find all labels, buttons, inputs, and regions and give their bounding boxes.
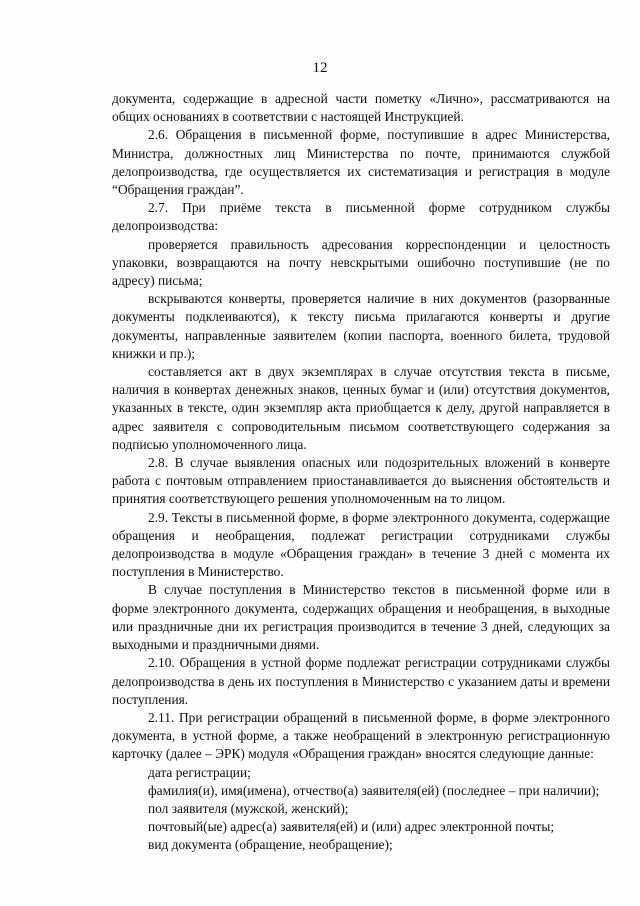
paragraph-continuation: документа, содержащие в адресной части пометку «Лично», рассматриваются на общих основаниях в соответствии с настоящей Инструкцией.: [112, 91, 610, 125]
list-item-draw-act: составляется акт в двух экземплярах в случае отсутствия текста в письме, наличия в конвертах денежных знаков, ценных бумаг и (или) отсутствия документов, указанных в тексте, один экземпляр акта приобщается к делу, другой направляется в адрес заявителя с сопроводительным письмом соответствующего содержания за подписью уполномоченного лица.: [112, 364, 610, 452]
paragraph-2-8: 2.8. В случае выявления опасных или подозрительных вложений в конверте работа с почтовым отправлением приостанавливается до выяснения обстоятельств и принятия соответствующего решения уполномоченным на то лицом.: [112, 455, 610, 507]
list-item-gender: пол заявителя (мужской, женский);: [148, 800, 349, 816]
list-item-registration-date: дата регистрации;: [148, 764, 251, 780]
paragraph-2-6: 2.6. Обращения в письменной форме, поступившие в адрес Министерства, Министра, должностных лиц Министерства по почте, принимаются службой делопроизводства, где осуществляется их систематизация и регистрация в модуле “Обращения граждан”.: [112, 127, 610, 198]
list-item-full-name: фамилия(и), имя(имена), отчество(а) заявителя(ей) (последнее – при наличии);: [148, 782, 600, 798]
paragraph-2-10: 2.10. Обращения в устной форме подлежат регистрации сотрудниками службы делопроизводства в день их поступления в Министерство с указанием даты и времени поступления.: [112, 655, 610, 707]
list-item-address: почтовый(ые) адрес(а) заявителя(ей) и (или) адрес электронной почты;: [148, 819, 555, 835]
paragraph-2-11: 2.11. При регистрации обращений в письменной форме, в форме электронного документа, в устной форме, а также необращений в электронную регистрационную карточку (далее – ЭРК) модуля «Обращения граждан» вносятся следующие данные:: [112, 709, 610, 762]
list-item-open-envelopes: вскрываются конверты, проверяется наличие в них документов (разорванные документы подклеиваются), к тексту письма прилагаются конверты и другие документы, направленные заявителем (копии паспорта, военного билета, трудовой книжки и пр.);: [112, 291, 610, 361]
paragraph-2-9: 2.9. Тексты в письменной форме, в форме электронного документа, содержащие обращения и необращения, подлежат регистрации сотрудниками службы делопроизводства в модуле «Обращения граждан» в течение 3 дней с момента их поступления в Министерство.: [112, 509, 610, 580]
paragraph-holidays: В случае поступления в Министерство текстов в письменной форме или в форме электронного документа, содержащих обращения и необращения, в выходные или праздничные дни их регистрация производится в течение 3 дней, следующих за выходными и праздничными днями.: [112, 582, 610, 653]
list-item-check-address: проверяется правильность адресования корреспонденции и целостность упаковки, возвращаются на почту невскрытыми ошибочно поступившие (не по адресу) письма;: [112, 236, 610, 289]
document-body: [112, 90, 610, 855]
paragraph-2-7: 2.7. При приёме текста в письменной форме сотрудником службы делопроизводства:: [112, 200, 610, 234]
page-number: 12: [312, 60, 328, 76]
list-item-document-type: вид документа (обращение, необращение);: [148, 837, 393, 853]
